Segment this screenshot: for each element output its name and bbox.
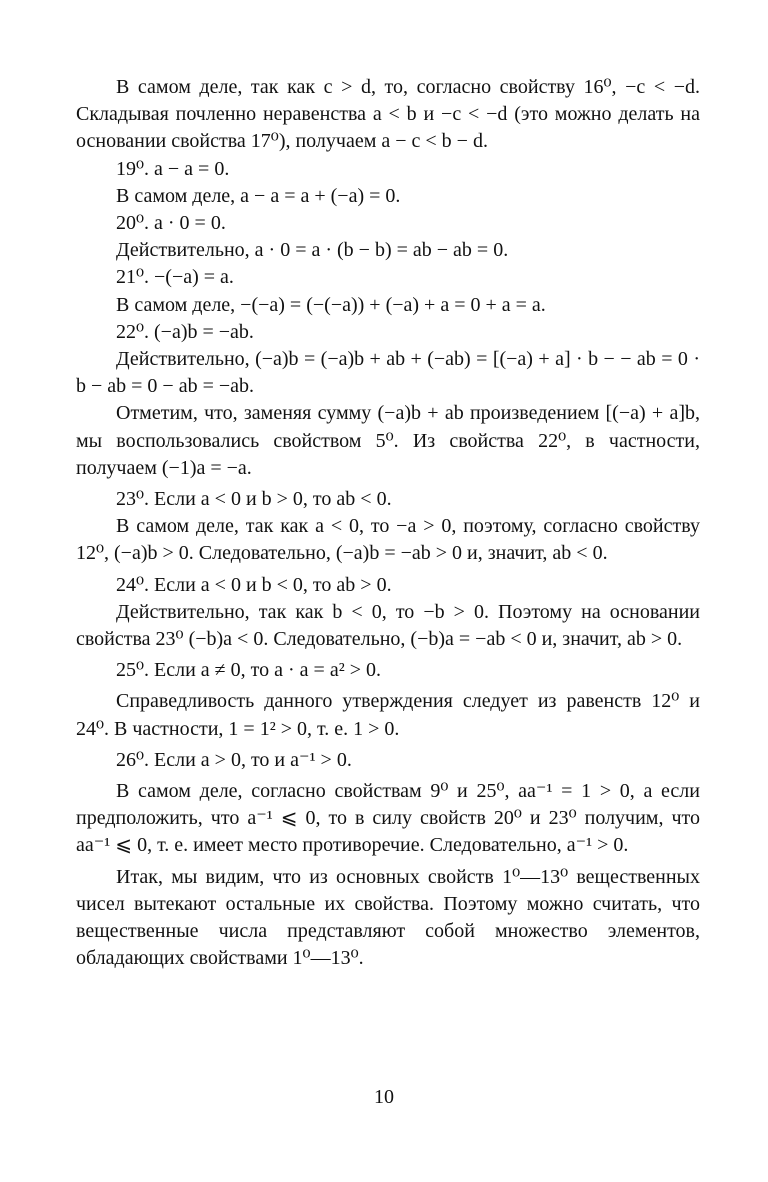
paragraph: В самом деле, так как c > d, то, согласно свойству 16⁰, −c < −d. Складывая почленно неравенства a < b и −c < −d (это можно делать на основании свойства 17⁰), получаем a − c < b − d. [76,76,700,153]
property-heading: 20⁰. a · 0 = 0. [116,212,226,235]
property-heading: 19⁰. a − a = 0. [116,157,230,180]
property-heading: 22⁰. (−a)b = −ab. [116,320,254,343]
paragraph: Действительно, так как b < 0, то −b > 0. Поэтому на основании свойства 23⁰ (−b)a < 0. Следовательно, (−b)a = −ab < 0 и, значит, ab > 0. [76,600,700,651]
paragraph: В самом деле, согласно свойствам 9⁰ и 25⁰, aa⁻¹ = 1 > 0, а если предположить, что a⁻¹ ⩽ 0, то в силу свойств 20⁰ и 23⁰ получим, что aa⁻¹ ⩽ 0, т. е. имеет место противоречие. Следовательно, a⁻¹ > 0. [76,780,700,857]
property-heading: 24⁰. Если a < 0 и b < 0, то ab > 0. [116,573,392,596]
paragraph: Действительно, (−a)b = (−a)b + ab + (−ab) = [(−a) + a] · b − − ab = 0 · b − ab = 0 − ab = −ab. [76,348,700,398]
paragraph: В самом деле, так как a < 0, то −a > 0, поэтому, согласно свойству 12⁰, (−a)b > 0. Следовательно, (−a)b = −ab > 0 и, значит, ab < 0. [76,515,700,565]
property-heading: 26⁰. Если a > 0, то и a⁻¹ > 0. [116,748,352,771]
property-heading: 25⁰. Если a ≠ 0, то a · a = a² > 0. [116,659,381,682]
property-heading: 23⁰. Если a < 0 и b > 0, то ab < 0. [116,488,392,511]
page-number: 10 [374,1086,394,1108]
paragraph: В самом деле, −(−a) = (−(−a)) + (−a) + a = 0 + a = a. [116,293,546,316]
page-body [76,74,700,973]
paragraph: В самом деле, a − a = a + (−a) = 0. [116,184,401,207]
paragraph: Действительно, a · 0 = a · (b − b) = ab − ab = 0. [116,239,509,262]
paragraph: Справедливость данного утверждения следует из равенств 12⁰ и 24⁰. В частности, 1 = 1² > 0, т. е. 1 > 0. [76,690,700,740]
paragraph: Отметим, что, заменяя сумму (−a)b + ab произведением [(−a) + a]b, мы воспользовались свойством 5⁰. Из свойства 22⁰, в частности, получаем (−1)a = −a. [76,402,700,479]
property-heading: 21⁰. −(−a) = a. [116,266,234,289]
paragraph: Итак, мы видим, что из основных свойств 1⁰—13⁰ вещественных чисел вытекают остальные их свойства. Поэтому можно считать, что вещественные числа представляют собой множество элементов, обладающих свойствами 1⁰—13⁰. [76,865,700,970]
